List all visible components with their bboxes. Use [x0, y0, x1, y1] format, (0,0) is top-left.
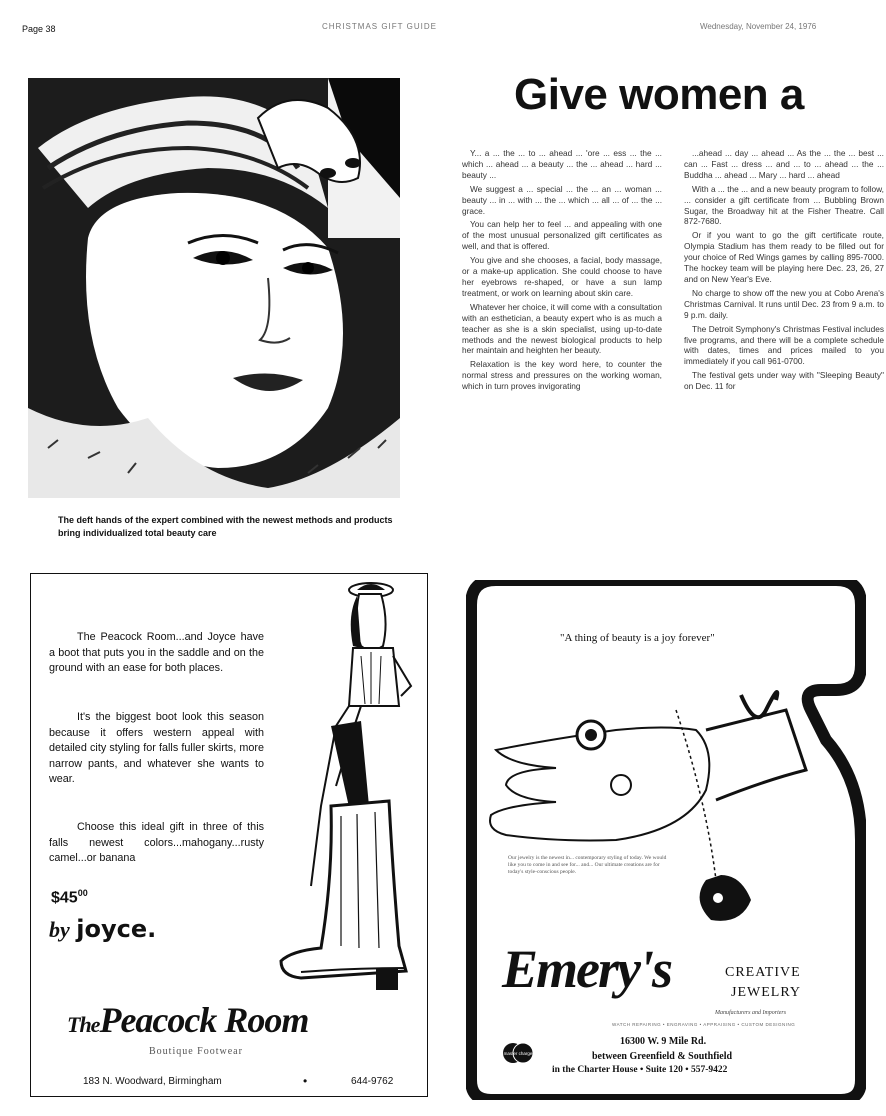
col2-paragraph: With a ... the ... and a new beauty program to follow, ... consider a gift certificate from ... Bubbling Brown Sugar, the Broadway hit at the Fisher Theatre. Call 872-7680. — [684, 183, 884, 227]
store-phone: 644-9762 — [351, 1076, 394, 1087]
logo-main: Peacock Room — [99, 1000, 309, 1040]
col1-paragraph: You give and she chooses, a facial, body massage, or a make-up application. She could choose to have her eyebrows re-shaped, or have a sun lamp treatment, or work on learning about skin care. — [462, 255, 662, 298]
issue-date: Wednesday, November 24, 1976 — [700, 22, 817, 31]
emery-quote: "A thing of beauty is a joy forever" — [560, 632, 715, 644]
ad-paragraph-1 — [49, 630, 264, 677]
col1-paragraph: You can help her to feel ... and appealing with one of the most unusual personalized gift certificates as well, and that is offered. — [462, 219, 662, 252]
peacock-room-ad — [30, 573, 428, 1097]
col1-paragraph: We suggest a ... special ... the ... an ... woman ... beauty ... in ... with ... the ... which ... all ... of ... the ... grace. — [462, 183, 662, 216]
col1-paragraph: Y... a ... the ... to ... ahead ... 'ore ... ess ... the ... which ... ahead ... a beauty ... the ... ahead ... hard ... beauty ... — [462, 148, 662, 180]
photo-caption: The deft hands of the expert combined with the newest methods and products bring individualized total beauty care — [58, 515, 393, 538]
section-title: CHRISTMAS GIFT GUIDE — [322, 22, 437, 31]
price-cents: 00 — [77, 888, 88, 898]
card-label: master charge — [503, 1051, 533, 1056]
manufacturers-label: Manufacturers and Importers — [715, 1010, 787, 1016]
page-number: Page 38 — [22, 24, 56, 34]
article-column-2 — [684, 148, 884, 395]
price-dollars: $45 — [51, 889, 78, 907]
services-line: WATCH REPAIRING • ENGRAVING • APPRAISING • CUSTOM DESIGNING — [612, 1022, 796, 1027]
col1-paragraph: Relaxation is the key word here, to counter the normal stress and pressures on the working woman, which in turn proves invigorating — [462, 359, 662, 392]
creative-label: CREATIVE — [725, 965, 801, 980]
col2-paragraph: ...ahead ... day ... ahead ... As the ... the ... best ... can ... Fast ... dress ... and ... to ... ahead ... the ... Buddha ... ahead ... Mary ... hard ... ahead — [684, 148, 884, 180]
ad-paragraph-3-text: Choose this ideal gift in three of this falls newest colors...mahogany...rusty camel...or banana — [49, 821, 264, 865]
col2-paragraph: Or if you want to go the gift certificate route, Olympia Stadium has them ready to be filled out for your choice of Red Wings games by calling 895-7000. The hockey team will be playing here Dec. 23, 26, 27 and on New Year's Eve. — [684, 230, 884, 284]
beauty-photo — [28, 78, 400, 498]
emery-address-between: between Greenfield & Southfield — [592, 1051, 733, 1062]
col2-paragraph: No charge to show off the new you at Cobo Arena's Christmas Carnival. It runs until Dec. 23 from 9 a.m. to 9 p.m. daily. — [684, 287, 884, 320]
brand-name: joyce. — [76, 915, 157, 943]
boot-illustration — [261, 576, 421, 996]
col1-paragraph: Whatever her choice, it will come with a consultation with an esthetician, a beauty expert who is as much a teacher as she is a skin specialist, using up-to-date methods and the newest biological products to help her maintain and heighten her beauty. — [462, 301, 662, 356]
beauty-photo-illustration — [28, 78, 400, 498]
article-headline: Give women a — [514, 70, 804, 119]
brand-by: by — [49, 917, 70, 942]
logo-subtitle: Boutique Footwear — [149, 1046, 243, 1057]
emery-logo: Emery's — [502, 939, 671, 999]
master-charge-icon — [500, 1042, 536, 1064]
emery-address-street: 16300 W. 9 Mile Rd. — [620, 1036, 707, 1047]
store-address: 183 N. Woodward, Birmingham — [83, 1076, 222, 1087]
emery-address-suite: in the Charter House • Suite 120 • 557-9422 — [552, 1065, 728, 1075]
logo-the: The — [67, 1012, 100, 1037]
jewelry-label: JEWELRY — [731, 985, 801, 1000]
article-column-1 — [462, 148, 662, 395]
ad-paragraph-2 — [49, 710, 264, 788]
price — [51, 888, 88, 907]
brand-line — [49, 914, 156, 944]
separator-dot: • — [303, 1074, 308, 1088]
ad-paragraph-3 — [49, 820, 264, 867]
ad-paragraph-2-text: It's the biggest boot look this season because it offers western appeal with detailed city styling for falls fuller skirts, more narrow pants, and whatever she wants to wear. — [49, 711, 264, 786]
ad-paragraph-1-text: The Peacock Room...and Joyce have a boot that puts you in the saddle and on the ground with an ease for both places. — [49, 631, 264, 675]
col2-paragraph: The festival gets under way with "Sleeping Beauty" on Dec. 11 for — [684, 370, 884, 392]
col2-paragraph: The Detroit Symphony's Christmas Festival includes five programs, and there will be a complete schedule with dates, times and prices mailed to you immediately if you call 961-0700. — [684, 323, 884, 367]
peacock-room-logo — [67, 999, 308, 1041]
emery-small-copy: Our jewelry is the newest in... contemporary styling of today. We would like you to come in and see for... and... Our ultimate creations are for today's style-conscious people. — [508, 855, 667, 875]
